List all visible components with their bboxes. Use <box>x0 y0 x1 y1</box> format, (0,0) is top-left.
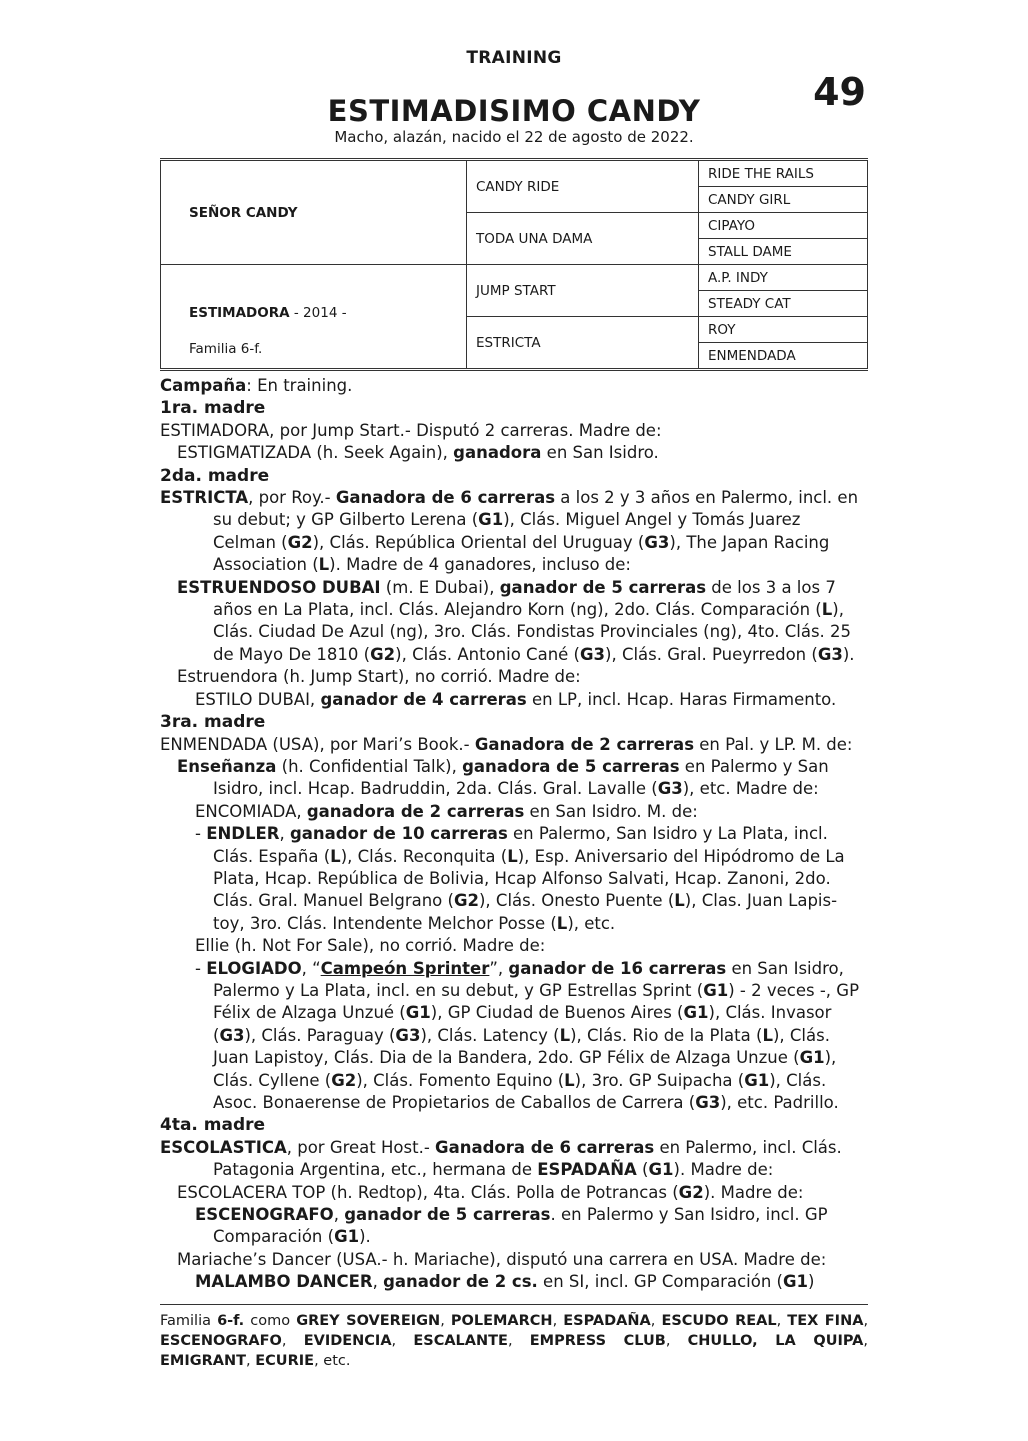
first-dam-heading: 1ra. madre <box>160 398 266 419</box>
pedigree-g3-2: CANDY GIRL <box>699 187 868 213</box>
second-dam-line: ESTRICTA, por Roy.- Ganadora de 6 carreras a los 2 y 3 años en Palermo, incl. en su debut; y GP Gilberto Lerena (G1), Clás. Miguel Angel y Tomás Juarez Celman (G2), Clás. República Oriental del Uruguay (G3), The Japan Racing Association (L). Madre de 4 ganadores, incluso de: <box>160 488 859 575</box>
endler-entry: - ENDLER, ganador de 10 carreras en Palermo, San Isidro y La Plata, incl. Clás. España (L), Clás. Reconquita (L), Esp. Aniversario del Hipódromo de La Plata, Hcap. República de Bolivia, Hcap Alfonso Salvati, Hcap. Zanoni, 2do. Clás. Gral. Manuel Belgrano (G2), Clás. Onesto Puente (L), Clas. Juan Lapis-toy, 3ro. Clás. Intendente Melchor Posse (L), etc. <box>195 824 845 933</box>
family-footnote: Familia 6-f. como GREY SOVEREIGN, POLEMARCH, ESPADAÑA, ESCUDO REAL, TEX FINA, ESCENOGRAFO, EVIDENCIA, ESCALANTE, EMPRESS CLUB, CHULLO, LA QUIPA, EMIGRANT, ECURIE, etc. <box>160 1304 868 1371</box>
estruendora-entry: Estruendora (h. Jump Start), no corrió. Madre de: <box>177 667 581 687</box>
pedigree-g3-3: CIPAYO <box>699 213 868 239</box>
pedigree-family: Familia 6-f. <box>189 341 263 357</box>
pedigree-sire-dam: TODA UNA DAMA <box>467 213 699 265</box>
pedigree-g3-8: ENMENDADA <box>699 343 868 370</box>
horse-name: ESTIMADISIMO CANDY <box>327 94 701 128</box>
estilo-dubai-entry: ESTILO DUBAI, ganador de 4 carreras en LP, incl. Hcap. Haras Firmamento. <box>195 689 837 709</box>
escolacera-entry: ESCOLACERA TOP (h. Redtop), 4ta. Clás. Polla de Potrancas (G2). Madre de: <box>177 1182 804 1202</box>
second-dam-heading: 2da. madre <box>160 465 270 486</box>
lot-number: 49 <box>813 70 866 114</box>
pedigree-g3-5: A.P. INDY <box>699 265 868 291</box>
elogiado-entry: - ELOGIADO, “Campeón Sprinter”, ganador de 16 carreras en San Isidro, Palermo y La Plata, incl. en su debut, y GP Estrellas Sprint (G1) - 2 veces -, GP Félix de Alzaga Unzué (G1), GP Ciudad de Buenos Aires (G1), Clás. Invasor (G3), Clás. Paraguay (G3), Clás. Latency (L), Clás. Rio de la Plata (L), Clás. Juan Lapistoy, Clás. Dia de la Bandera, 2do. GP Félix de Alzaga Unzue (G1), Clás. Cyllene (G2), Clás. Fomento Equino (L), 3ro. GP Suipacha (G1), Clás. Asoc. Bonaerense de Propietarios de Caballos de Carrera (G3), etc. Padrillo. <box>195 958 860 1112</box>
encomiada-entry: ENCOMIADA, ganadora de 2 carreras en San Isidro. M. de: <box>195 801 698 821</box>
estruendoso-dubai-entry: ESTRUENDOSO DUBAI (m. E Dubai), ganador de 5 carreras de los 3 a los 7 años en La Plata, incl. Clás. Alejandro Korn (ng), 2do. Clás. Comparación (L), Clás. Ciudad De Azul (ng), 3ro. Clás. Fondistas Provinciales (ng), 4to. Clás. 25 de Mayo De 1810 (G2), Clás. Antonio Cané (G3), Clás. Gral. Pueyrredon (G3). <box>177 577 855 664</box>
first-dam-line: ESTIMADORA, por Jump Start.- Disputó 2 carreras. Madre de: <box>160 420 662 440</box>
campaign-line: Campaña: En training. <box>160 376 353 395</box>
malambo-dancer-entry: MALAMBO DANCER, ganador de 2 cs. en SI, incl. GP Comparación (G1) <box>195 1272 815 1292</box>
pedigree-g3-6: STEADY CAT <box>699 291 868 317</box>
escenografo-entry: ESCENOGRAFO, ganador de 5 carreras. en Palermo y San Isidro, incl. GP Comparación (G1). <box>195 1205 828 1247</box>
catalog-page <box>160 48 868 1371</box>
pedigree-sire-sire: CANDY RIDE <box>467 160 699 213</box>
mariaches-dancer-entry: Mariache’s Dancer (USA.- h. Mariache), disputó una carrera en USA. Madre de: <box>177 1249 827 1269</box>
ellie-entry: Ellie (h. Not For Sale), no corrió. Madre de: <box>195 936 546 956</box>
pedigree-sire: SEÑOR CANDY <box>161 160 467 265</box>
pedigree-dam: ESTIMADORA - 2014 - Familia 6-f. <box>161 265 467 370</box>
fourth-dam-heading: 4ta. madre <box>160 1115 266 1136</box>
section-label: TRAINING <box>466 48 562 68</box>
pedigree-dam-dam: ESTRICTA <box>467 317 699 370</box>
first-dam-produce: ESTIGMATIZADA (h. Seek Again), ganadora en San Isidro. <box>177 443 659 463</box>
third-dam-heading: 3ra. madre <box>160 712 266 733</box>
third-dam-line: ENMENDADA (USA), por Mari’s Book.- Ganadora de 2 carreras en Pal. y LP. M. de: <box>160 734 853 754</box>
fourth-dam-line: ESCOLASTICA, por Great Host.- Ganadora de 6 carreras en Palermo, incl. Clás. Patagonia Argentina, etc., hermana de ESPADAÑA (G1). Madre de: <box>160 1137 842 1180</box>
pedigree-dam-sire: JUMP START <box>467 265 699 317</box>
horse-description: Macho, alazán, nacido el 22 de agosto de 2022. <box>334 128 694 146</box>
pedigree-g3-7: ROY <box>699 317 868 343</box>
ensenanza-entry: Enseñanza (h. Confidential Talk), ganadora de 5 carreras en Palermo y San Isidro, incl. Hcap. Badruddin, 2da. Clás. Gral. Lavalle (G3), etc. Madre de: <box>177 756 829 799</box>
pedigree-table <box>160 158 868 371</box>
produce-record <box>160 375 868 1294</box>
pedigree-g3-4: STALL DAME <box>699 239 868 265</box>
pedigree-g3-1: RIDE THE RAILS <box>699 160 868 187</box>
